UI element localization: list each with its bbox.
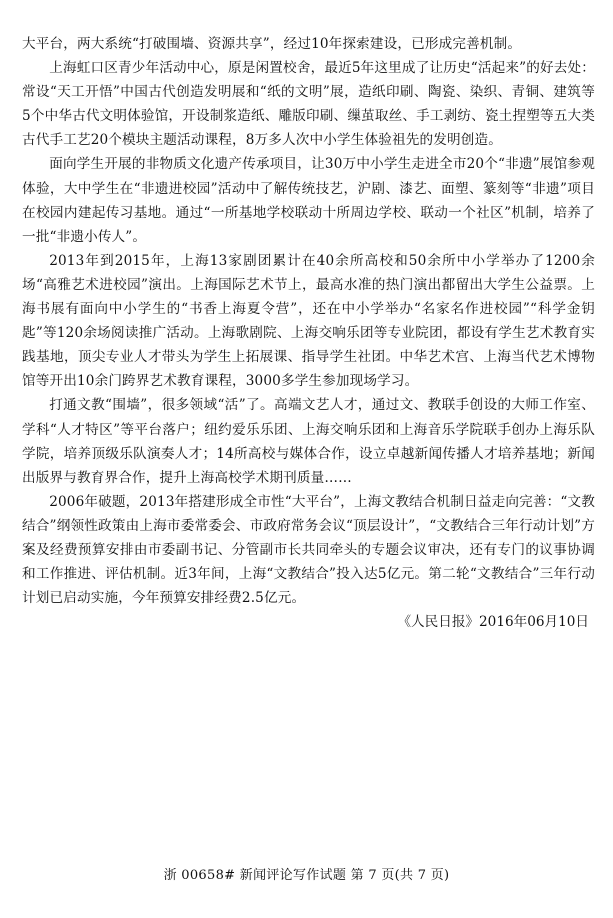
- paragraph: 打通文教“围墙”，很多领域“活”了。高端文艺人才，通过文、教联手创设的大师工作室、学科“人才特区”等平台落户；纽约爱乐乐团、上海交响乐团和上海音乐学院联手创办上海乐队学院，培养顶级乐队演奏人才；14所高校与媒体合作，设立卓越新闻传播人才培养基地；新闻出版界与教育界合作，提升上海高校学术期刊质量……: [22, 397, 595, 486]
- paragraph: 2013年到2015年，上海13家剧团累计在40余所高校和50余所中小学举办了1200余场“高雅艺术进校园”演出。上海国际艺术节上，最高水准的热门演出都留出大学生公益票。上海书展有面向中小学生的“书香上海夏令营”，还在中小学举办“名家名作进校园”“科学金钥匙”等120余场阅读推广活动。上海歌剧院、上海交响乐团等专业院团，都设有学生艺术教育实践基地，顶尖专业人才带头为学生上拓展课、指导学生社团。中华艺术宫、上海当代艺术博物馆等开出10余门跨界艺术教育课程，3000多学生参加现场学习。: [22, 252, 595, 390]
- page-footer: 浙 00658# 新闻评论写作试题 第 7 页(共 7 页): [163, 868, 450, 883]
- paragraph: 2006年破题，2013年搭建形成全市性“大平台”，上海文教结合机制日益走向完善：“文教结合”纲领性政策由上海市委常委会、市政府常务会议“顶层设计”，“文教结合三年行动计划”方案及经费预算安排由市委副书记、分管副市长共同牵头的专题会议审决，还有专门的议事协调和工作推进、评估机制。近3年间，上海“文教结合”投入达5亿元。第二轮“文教结合”三年行动计划已启动实施，今年预算安排经费2.5亿元。: [22, 493, 595, 607]
- paragraph: 上海虹口区青少年活动中心，原是闲置校舍，最近5年这里成了让历史“活起来”的好去处：常设“天工开悟”中国古代创造发明展和“纸的文明”展，造纸印刷、陶瓷、染织、青铜、建筑等5个中华古代文明体验馆，开设制浆造纸、雕版印刷、缫茧取丝、手工剥纺、瓷土捏塑等五大类古代手工艺20个模块主题活动课程，8万多人次中小学生体验祖先的发明创造。: [22, 60, 595, 149]
- article-body: [22, 32, 595, 634]
- paragraph: 大平台，两大系统“打破围墙、资源共享”，经过10年探索建设，已形成完善机制。: [22, 36, 522, 52]
- paragraph: 面向学生开展的非物质文化遗产传承项目，让30万中小学生走进全市20个“非遗”展馆参观体验，大中学生在“非遗进校园”活动中了解传统技艺，沪剧、漆艺、面塑、篆刻等“非遗”项目在校园内建起传习基地。通过“一所基地学校联动十所周边学校、联动一个社区”机制，培养了一批“非遗小传人”。: [22, 156, 595, 245]
- source-citation: 《人民日报》2016年06月10日: [397, 614, 589, 631]
